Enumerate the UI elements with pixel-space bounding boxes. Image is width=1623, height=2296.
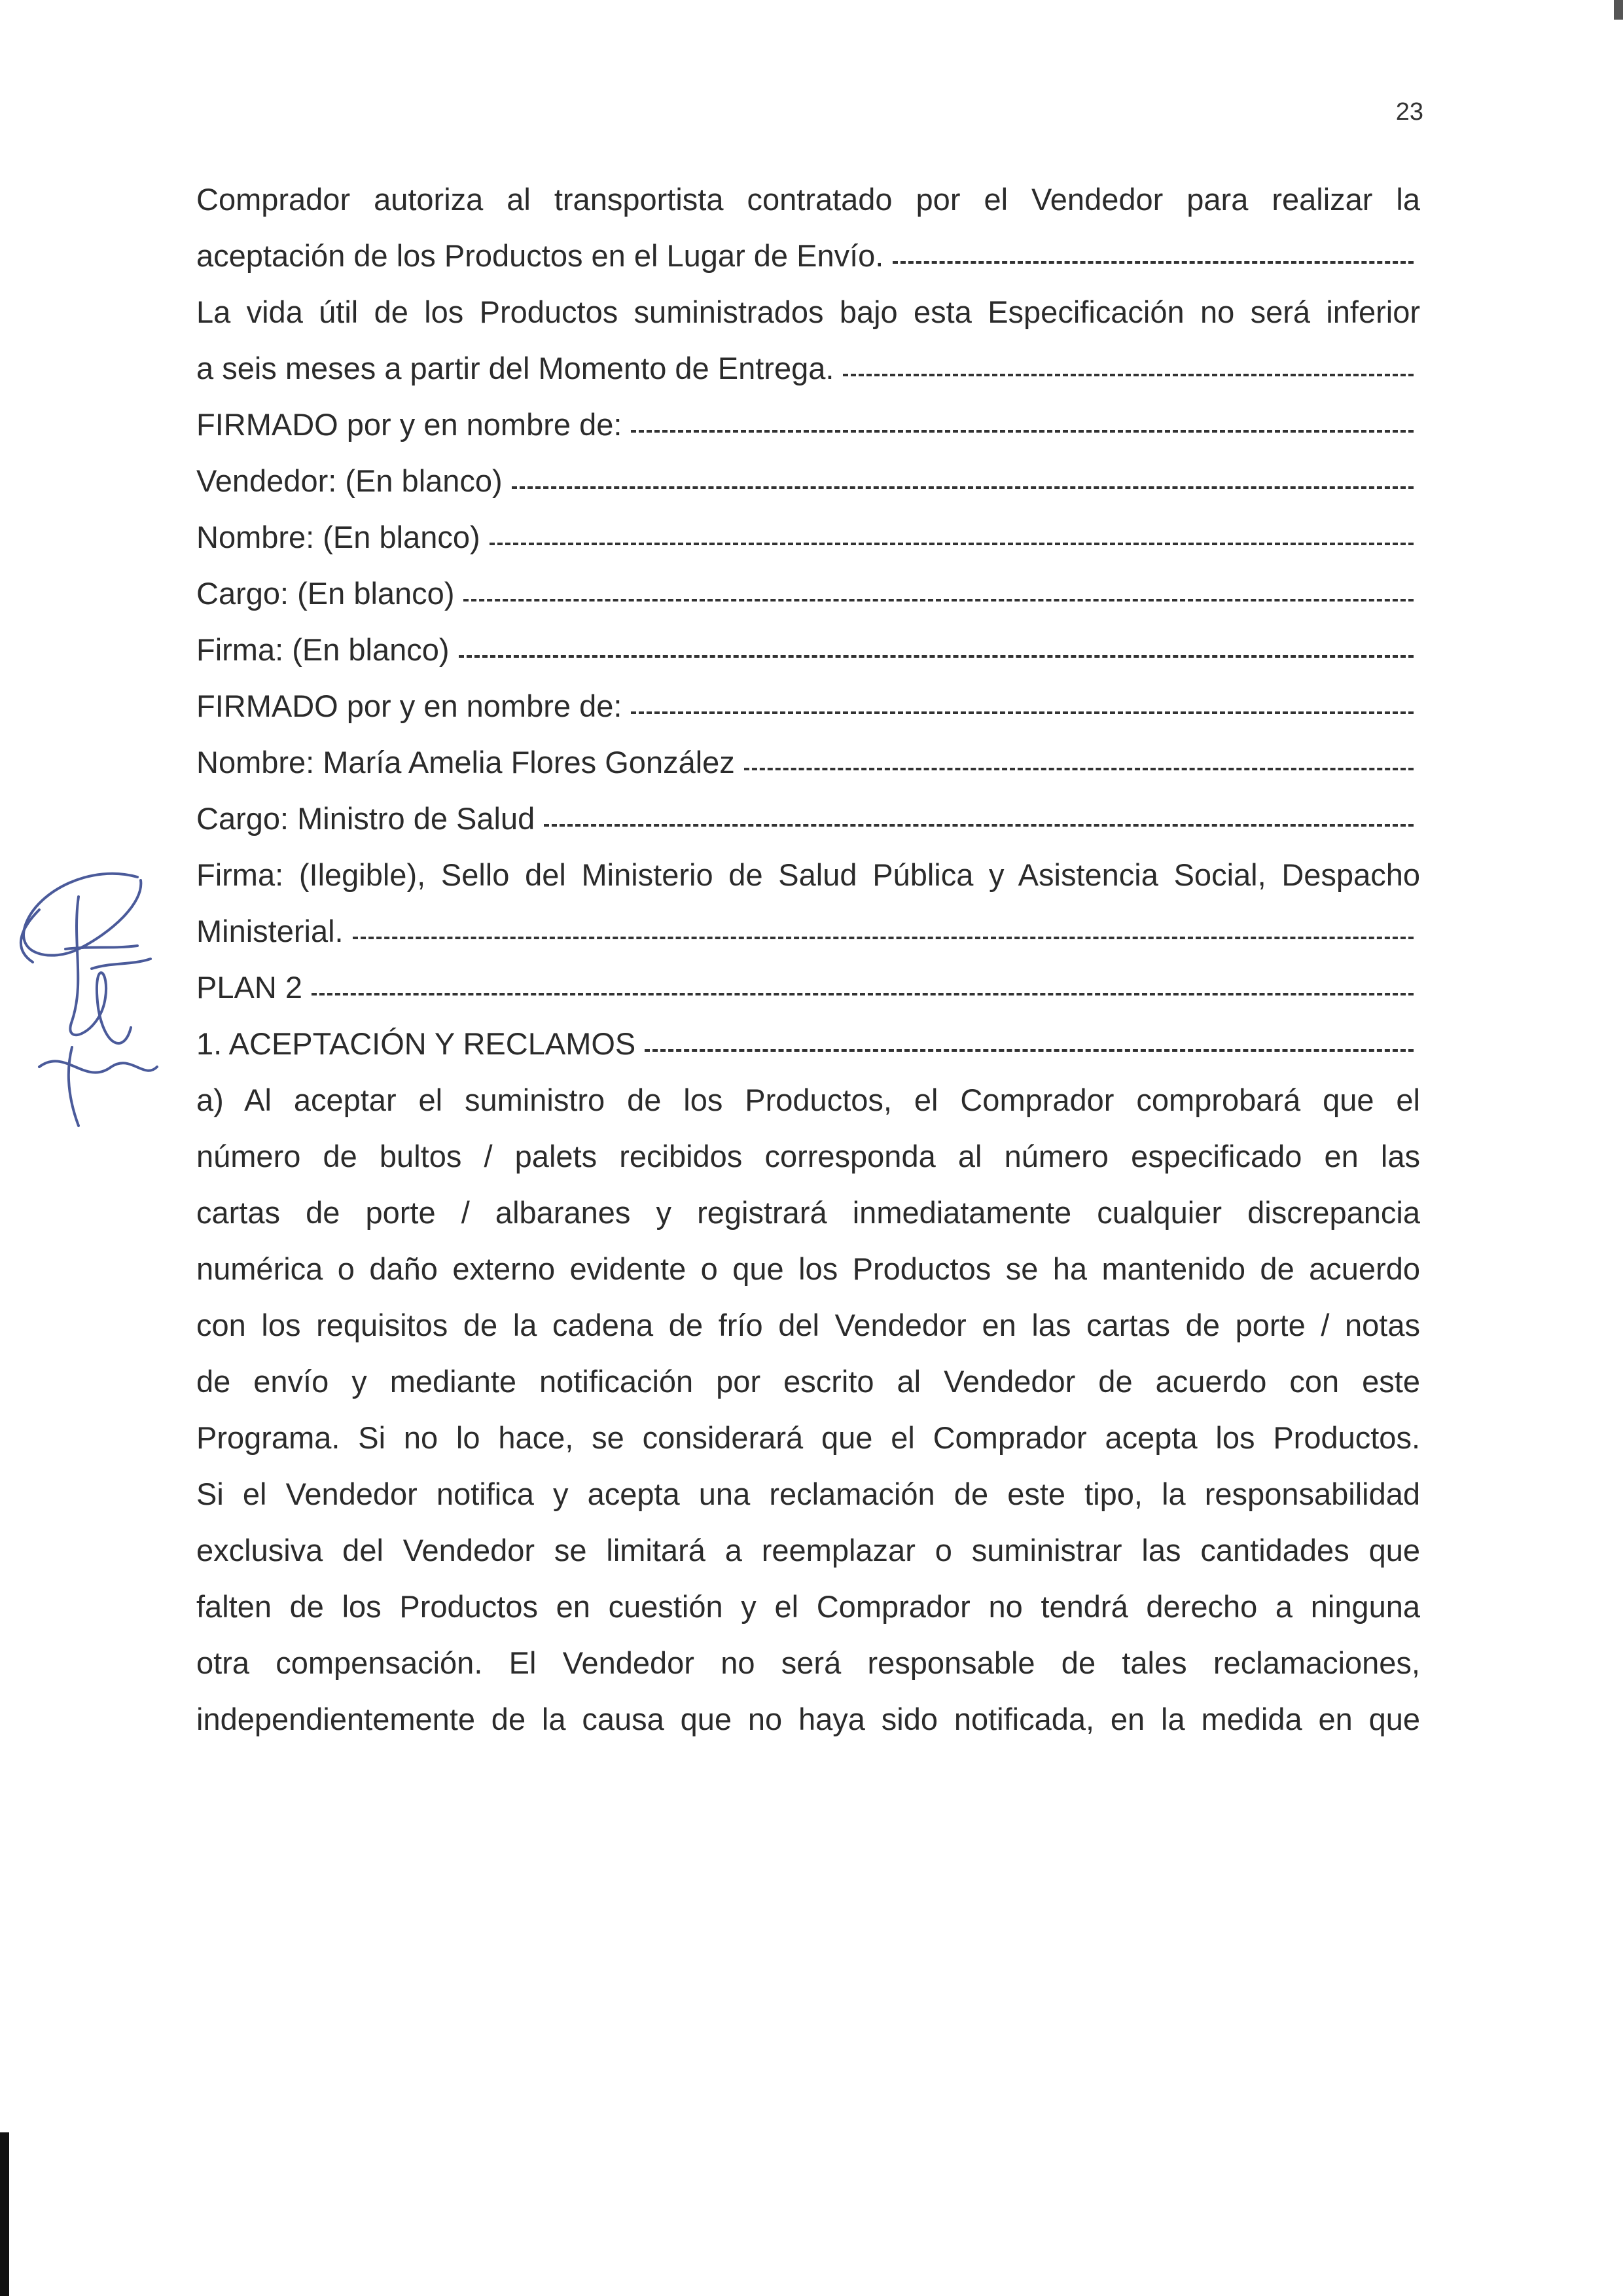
text-line-content: Programa. Si no lo hace, se considerará que el Comprador acepta los Productos. xyxy=(196,1420,1420,1455)
text-line xyxy=(196,1297,1420,1354)
text-line-content: Nombre: María Amelia Flores González xyxy=(196,745,735,780)
text-line-content: Firma: (Ilegible), Sello del Ministerio de Salud Pública y Asistencia Social, Despacho xyxy=(196,857,1420,892)
text-line xyxy=(196,565,1420,622)
text-line xyxy=(196,791,1420,847)
dash-fill-line xyxy=(893,261,1414,264)
dash-fill-line xyxy=(631,711,1414,714)
text-line xyxy=(196,734,1420,791)
dash-fill-line xyxy=(544,824,1414,827)
text-line xyxy=(196,1354,1420,1410)
text-line xyxy=(196,1016,1420,1072)
text-line xyxy=(196,1691,1420,1748)
text-line-content: independientemente de la causa que no haya sido notificada, en la medida en que xyxy=(196,1702,1420,1736)
text-line-content: Nombre: (En blanco) xyxy=(196,520,480,554)
text-line xyxy=(196,284,1420,340)
dash-fill-line xyxy=(490,543,1414,545)
text-line-content: otra compensación. El Vendedor no será responsable de tales reclamaciones, xyxy=(196,1645,1420,1680)
text-line xyxy=(196,397,1420,453)
text-line xyxy=(196,622,1420,678)
dash-fill-line xyxy=(645,1049,1414,1052)
text-line-content: Cargo: Ministro de Salud xyxy=(196,801,535,836)
text-line-content: La vida útil de los Productos suministrados bajo esta Especificación no será inferior xyxy=(196,295,1420,329)
text-line-content: a seis meses a partir del Momento de Entrega. xyxy=(196,351,834,386)
text-line-content: Firma: (En blanco) xyxy=(196,632,450,667)
text-line xyxy=(196,509,1420,565)
text-line-content: Ministerial. xyxy=(196,914,344,948)
handwritten-signature-icon xyxy=(0,851,170,1145)
text-line-content: 1. ACEPTACIÓN Y RECLAMOS xyxy=(196,1026,636,1061)
dash-fill-line xyxy=(353,937,1414,939)
text-line-content: de envío y mediante notificación por escrito al Vendedor de acuerdo con este xyxy=(196,1364,1420,1399)
text-line xyxy=(196,960,1420,1016)
page-number: 23 xyxy=(1395,98,1423,126)
text-line-content: aceptación de los Productos en el Lugar de Envío. xyxy=(196,238,884,273)
scan-edge-mark-bottom xyxy=(0,2132,9,2296)
text-line xyxy=(196,1635,1420,1691)
text-line-content: Vendedor: (En blanco) xyxy=(196,463,503,498)
text-line-content: Cargo: (En blanco) xyxy=(196,576,455,611)
text-line xyxy=(196,1579,1420,1635)
dash-fill-line xyxy=(459,655,1414,658)
text-line xyxy=(196,1185,1420,1241)
text-line-content: PLAN 2 xyxy=(196,970,302,1005)
text-line xyxy=(196,1522,1420,1579)
text-line-content: exclusiva del Vendedor se limitará a reemplazar o suministrar las cantidades que xyxy=(196,1533,1420,1568)
text-line xyxy=(196,1241,1420,1297)
text-line xyxy=(196,1128,1420,1185)
dash-fill-line xyxy=(312,993,1414,996)
text-line-content: número de bultos / palets recibidos corresponda al número especificado en las xyxy=(196,1139,1420,1174)
text-line-content: a) Al aceptar el suministro de los Productos, el Comprador comprobará que el xyxy=(196,1083,1420,1117)
text-line-content: cartas de porte / albaranes y registrará inmediatamente cualquier discrepancia xyxy=(196,1195,1420,1230)
text-line-content: Comprador autoriza al transportista contratado por el Vendedor para realizar la xyxy=(196,182,1420,217)
text-line-content: numérica o daño externo evidente o que los Productos se ha mantenido de acuerdo xyxy=(196,1251,1420,1286)
dash-fill-line xyxy=(843,374,1414,376)
document-body xyxy=(196,171,1420,1748)
text-line xyxy=(196,1072,1420,1128)
dash-fill-line xyxy=(631,430,1414,433)
text-line xyxy=(196,1466,1420,1522)
text-line xyxy=(196,678,1420,734)
text-line-content: falten de los Productos en cuestión y el Comprador no tendrá derecho a ninguna xyxy=(196,1589,1420,1624)
dash-fill-line xyxy=(512,486,1414,489)
text-line-content: FIRMADO por y en nombre de: xyxy=(196,689,622,723)
text-line xyxy=(196,847,1420,903)
text-line xyxy=(196,453,1420,509)
dash-fill-line xyxy=(744,768,1414,770)
text-line xyxy=(196,1410,1420,1466)
text-line-content: Si el Vendedor notifica y acepta una reclamación de este tipo, la responsabilidad xyxy=(196,1477,1420,1511)
text-line xyxy=(196,171,1420,228)
text-line-content: con los requisitos de la cadena de frío del Vendedor en las cartas de porte / notas xyxy=(196,1308,1420,1342)
scan-edge-mark-top xyxy=(1614,0,1623,20)
text-line xyxy=(196,228,1420,284)
text-line xyxy=(196,340,1420,397)
text-line-content: FIRMADO por y en nombre de: xyxy=(196,407,622,442)
text-line xyxy=(196,903,1420,960)
dash-fill-line xyxy=(463,599,1414,601)
